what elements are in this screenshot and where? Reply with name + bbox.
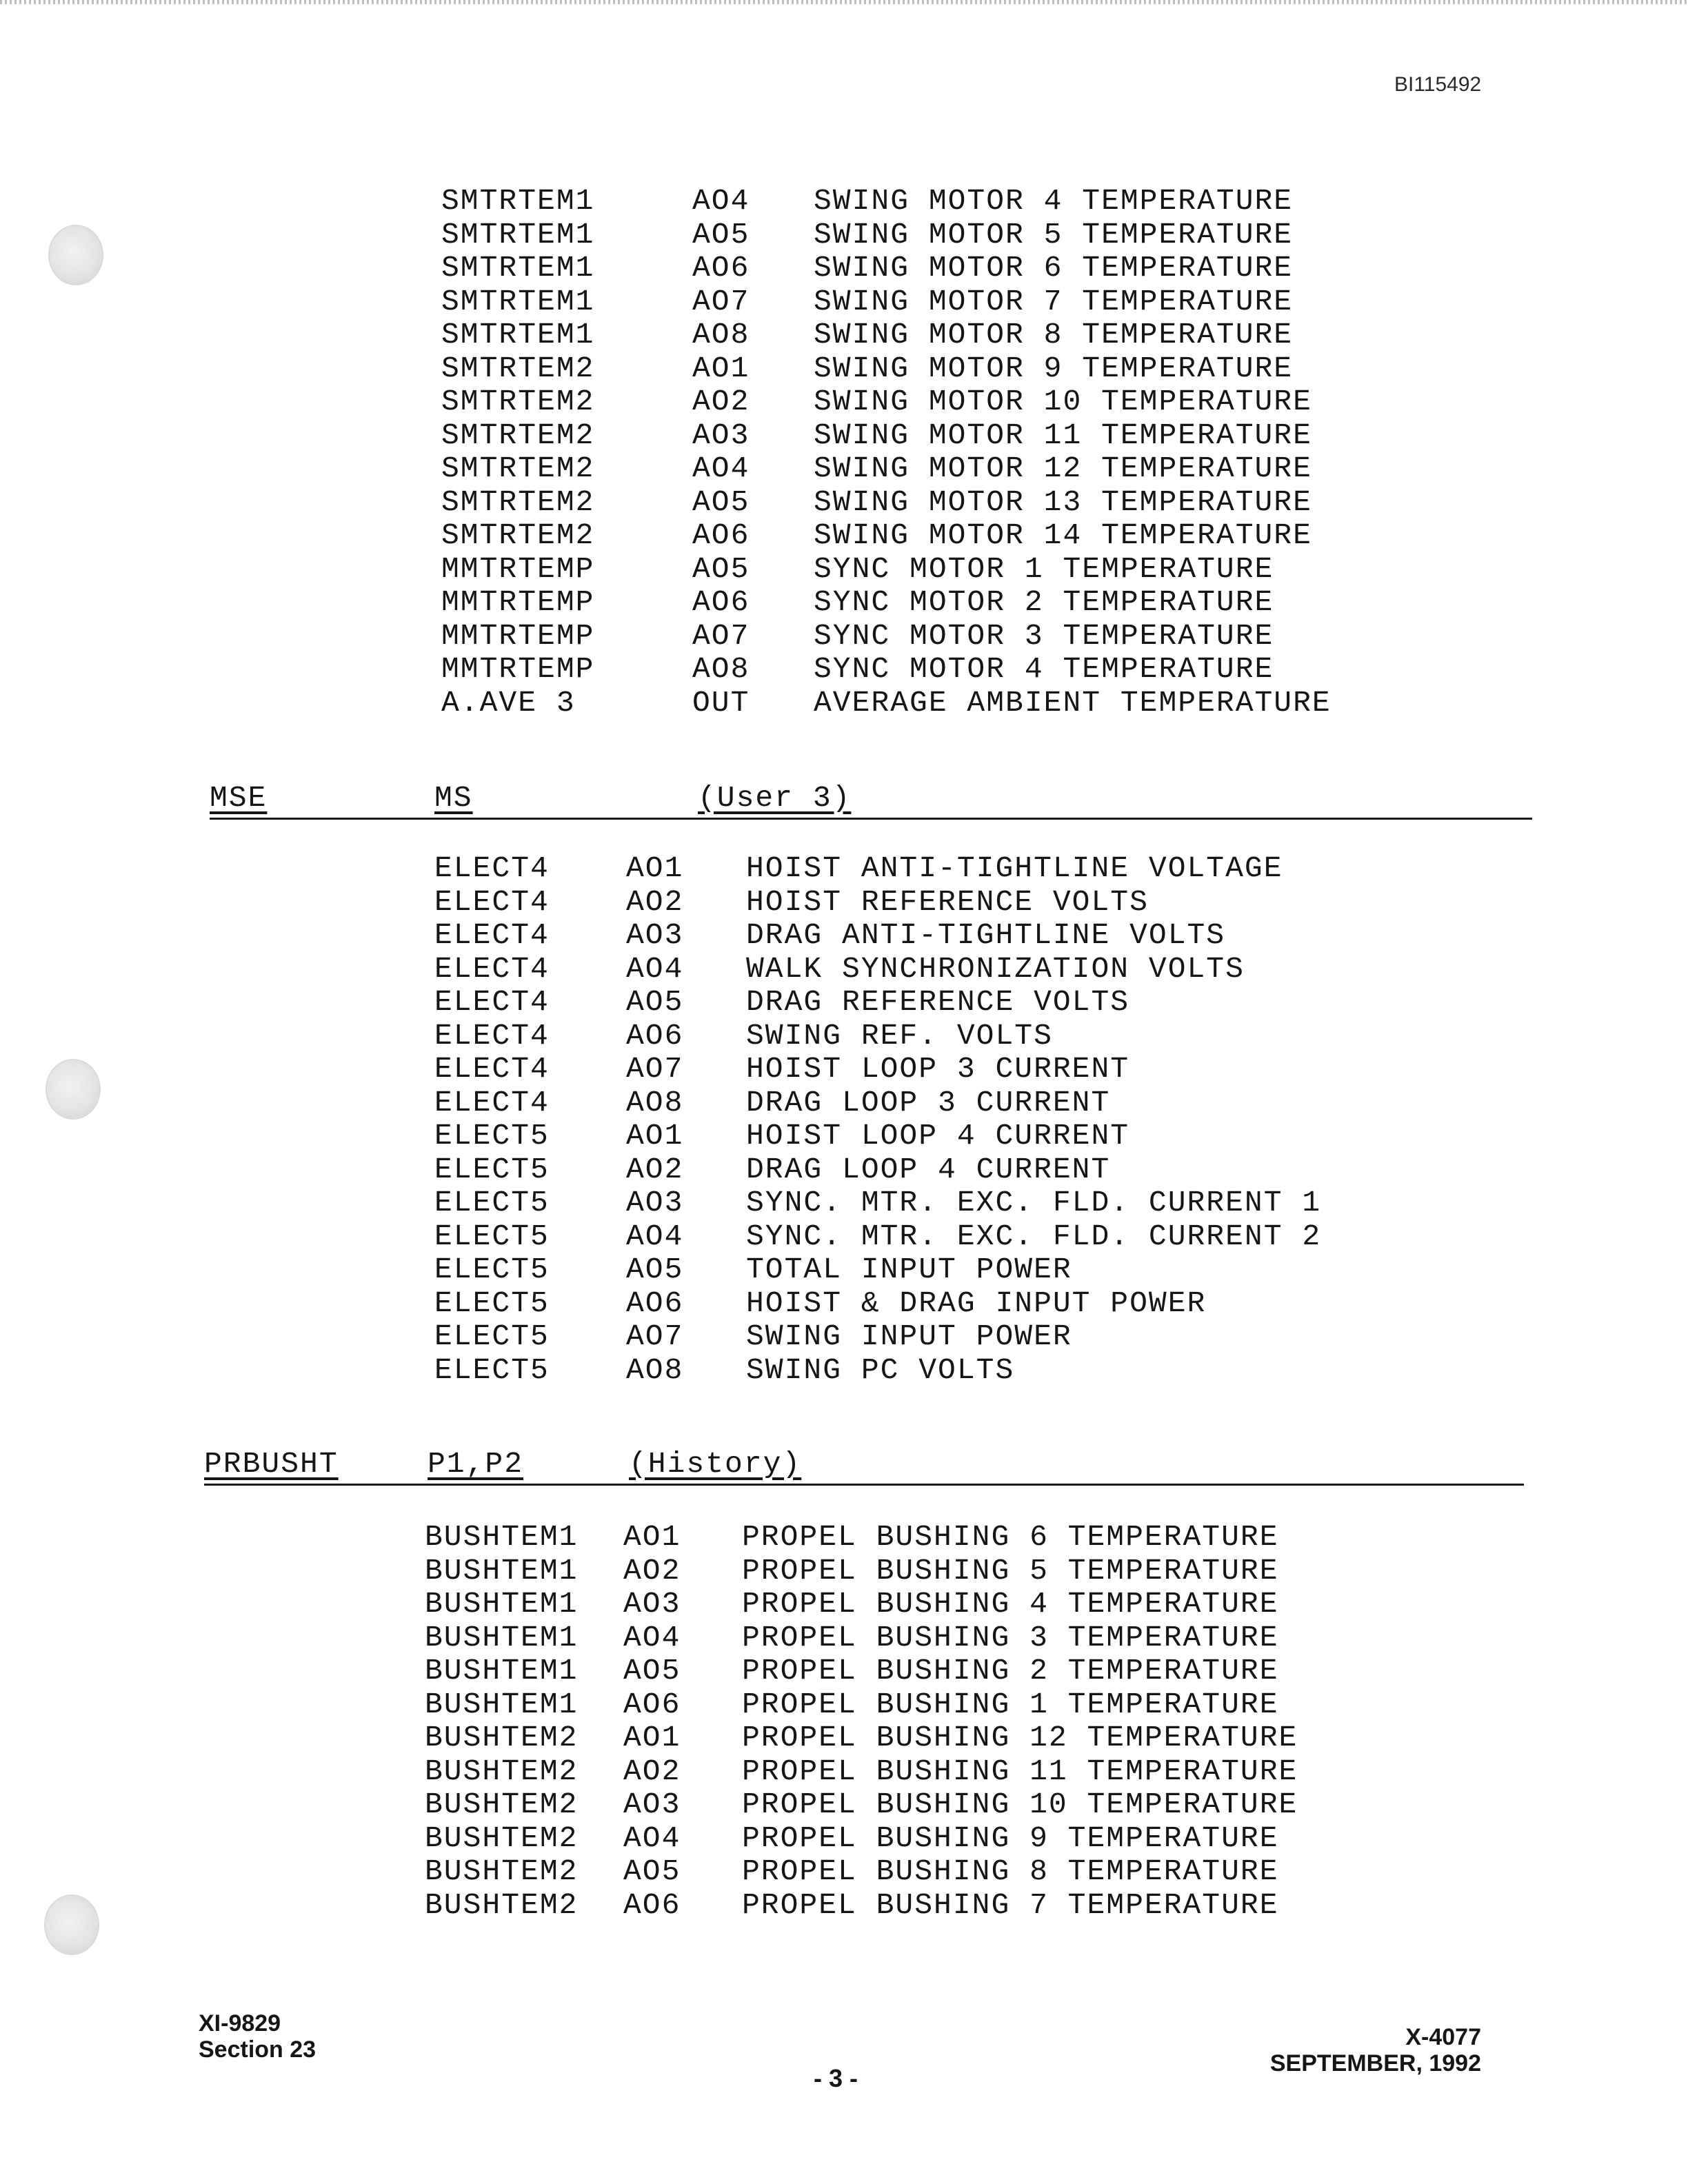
channel-name: BUSHTEM1: [425, 1620, 579, 1655]
channel-name: ELECT4: [434, 1052, 550, 1086]
channel-name: ELECT5: [434, 1320, 550, 1353]
channel-row: [434, 1053, 1400, 1086]
channel-row: [425, 1788, 1390, 1822]
channel-code: AO5: [626, 1253, 684, 1286]
mse-channel-list: [434, 852, 1400, 1387]
channel-description: PROPEL BUSHING 2 TEMPERATURE: [742, 1654, 1279, 1688]
section-code: MS: [434, 781, 473, 815]
channel-description: PROPEL BUSHING 8 TEMPERATURE: [742, 1854, 1279, 1888]
channel-name: BUSHTEM1: [425, 1520, 579, 1554]
channel-row: [425, 1655, 1390, 1688]
channel-name: MMTRTEMP: [441, 585, 595, 619]
channel-description: SYNC MOTOR 3 TEMPERATURE: [814, 618, 1274, 653]
channel-description: SYNC. MTR. EXC. FLD. CURRENT 1: [746, 1186, 1322, 1220]
channel-code: AO4: [626, 951, 684, 986]
prbusht-channel-list: [425, 1521, 1390, 1922]
channel-row: [434, 919, 1400, 953]
scan-edge-artifact: [0, 0, 1688, 4]
channel-name: ELECT5: [434, 1119, 550, 1153]
channel-code: AO7: [626, 1320, 684, 1353]
channel-description: PROPEL BUSHING 3 TEMPERATURE: [742, 1620, 1279, 1655]
channel-code: AO3: [623, 1788, 681, 1821]
channel-code: AO4: [692, 184, 750, 218]
revision-date: SEPTEMBER, 1992: [1269, 2050, 1481, 2076]
section-label: PRBUSHT: [204, 1447, 339, 1481]
section-note: (History): [629, 1447, 802, 1481]
channel-row: [441, 318, 1379, 352]
channel-row: [434, 1020, 1400, 1053]
channel-row: [425, 1822, 1390, 1856]
channel-row: [425, 1721, 1390, 1755]
channel-name: SMTRTEM2: [441, 452, 595, 485]
punch-hole-top: [48, 225, 103, 285]
channel-description: PROPEL BUSHING 10 TEMPERATURE: [742, 1788, 1298, 1821]
channel-code: AO8: [692, 652, 750, 686]
channel-code: AO2: [692, 385, 750, 418]
channel-name: MMTRTEMP: [441, 552, 595, 586]
channel-description: AVERAGE AMBIENT TEMPERATURE: [814, 685, 1332, 720]
channel-description: SWING MOTOR 7 TEMPERATURE: [814, 284, 1294, 318]
channel-code: AO6: [626, 1286, 684, 1320]
channel-description: DRAG REFERENCE VOLTS: [746, 985, 1130, 1019]
punch-hole-bottom: [44, 1894, 99, 1955]
channel-description: SYNC. MTR. EXC. FLD. CURRENT 2: [746, 1219, 1322, 1253]
channel-description: SWING INPUT POWER: [746, 1320, 1072, 1353]
channel-description: SWING MOTOR 6 TEMPERATURE: [814, 251, 1294, 285]
channel-description: TOTAL INPUT POWER: [746, 1253, 1072, 1286]
channel-name: ELECT4: [434, 1085, 550, 1120]
channel-name: ELECT4: [434, 851, 550, 885]
channel-row: [425, 1588, 1390, 1621]
channel-row: [434, 1120, 1400, 1153]
channel-name: SMTRTEM1: [441, 184, 595, 218]
channel-name: SMTRTEM2: [441, 518, 595, 552]
channel-description: SWING MOTOR 5 TEMPERATURE: [814, 217, 1294, 252]
channel-row: [441, 519, 1379, 553]
channel-name: SMTRTEM1: [441, 284, 595, 318]
channel-row: [434, 1354, 1400, 1388]
channel-code: AO5: [623, 1654, 681, 1688]
channel-row: [434, 953, 1400, 987]
channel-code: AO3: [626, 918, 684, 952]
channel-row: [425, 1755, 1390, 1789]
channel-name: BUSHTEM2: [425, 1788, 579, 1821]
channel-row: [425, 1555, 1390, 1588]
channel-row: [441, 486, 1379, 520]
channel-name: BUSHTEM2: [425, 1721, 579, 1755]
channel-description: PROPEL BUSHING 5 TEMPERATURE: [742, 1553, 1279, 1588]
channel-code: AO3: [692, 418, 750, 452]
channel-description: SYNC MOTOR 1 TEMPERATURE: [814, 552, 1274, 586]
channel-code: AO3: [623, 1587, 681, 1621]
channel-name: BUSHTEM1: [425, 1587, 579, 1621]
channel-row: [434, 986, 1400, 1020]
channel-name: SMTRTEM1: [441, 217, 595, 252]
channel-row: [425, 1855, 1390, 1889]
channel-code: AO7: [626, 1052, 684, 1086]
channel-code: AO1: [626, 851, 684, 885]
channel-name: ELECT4: [434, 985, 550, 1019]
document-number: XI-9829: [199, 2010, 281, 2036]
channel-row: [441, 385, 1379, 419]
section-note: (User 3): [698, 781, 852, 815]
channel-description: HOIST ANTI-TIGHTLINE VOLTAGE: [746, 851, 1283, 885]
channel-description: HOIST LOOP 3 CURRENT: [746, 1052, 1130, 1086]
channel-code: AO4: [626, 1219, 684, 1253]
channel-description: SWING MOTOR 14 TEMPERATURE: [814, 518, 1312, 552]
page-number: - 3 -: [814, 2064, 858, 2092]
channel-code: OUT: [692, 685, 750, 720]
channel-name: ELECT4: [434, 918, 550, 952]
temperature-channel-list: [441, 185, 1379, 720]
section-code: P1,P2: [428, 1447, 524, 1481]
channel-name: BUSHTEM1: [425, 1654, 579, 1688]
channel-name: SMTRTEM2: [441, 485, 595, 519]
channel-code: AO2: [626, 884, 684, 919]
channel-code: AO2: [623, 1553, 681, 1588]
channel-code: AO2: [626, 1152, 684, 1186]
channel-description: DRAG ANTI-TIGHTLINE VOLTS: [746, 918, 1226, 952]
channel-description: DRAG LOOP 4 CURRENT: [746, 1152, 1111, 1186]
channel-description: PROPEL BUSHING 9 TEMPERATURE: [742, 1821, 1279, 1855]
channel-name: BUSHTEM2: [425, 1821, 579, 1855]
channel-row: [441, 452, 1379, 486]
channel-code: AO2: [623, 1754, 681, 1788]
channel-code: AO1: [623, 1721, 681, 1755]
channel-row: [434, 852, 1400, 886]
channel-row: [425, 1621, 1390, 1655]
punch-hole-middle: [46, 1059, 101, 1120]
channel-row: [441, 285, 1379, 319]
channel-name: SMTRTEM1: [441, 251, 595, 285]
channel-row: [434, 1287, 1400, 1321]
channel-description: SYNC MOTOR 4 TEMPERATURE: [814, 652, 1274, 686]
channel-description: PROPEL BUSHING 6 TEMPERATURE: [742, 1520, 1279, 1554]
channel-code: AO6: [692, 518, 750, 552]
channel-name: BUSHTEM1: [425, 1553, 579, 1588]
section-reference: Section 23: [199, 2036, 316, 2063]
channel-row: [425, 1688, 1390, 1722]
channel-code: AO8: [626, 1085, 684, 1120]
section-label: MSE: [210, 781, 268, 815]
channel-description: WALK SYNCHRONIZATION VOLTS: [746, 951, 1245, 986]
channel-description: PROPEL BUSHING 4 TEMPERATURE: [742, 1587, 1279, 1621]
channel-name: ELECT5: [434, 1152, 550, 1186]
channel-description: PROPEL BUSHING 7 TEMPERATURE: [742, 1888, 1279, 1922]
channel-description: HOIST REFERENCE VOLTS: [746, 884, 1149, 919]
channel-name: ELECT4: [434, 951, 550, 986]
channel-description: SWING MOTOR 4 TEMPERATURE: [814, 184, 1294, 218]
channel-row: [441, 352, 1379, 386]
footer-left: [199, 2010, 316, 2063]
channel-row: [441, 653, 1379, 687]
channel-code: AO6: [692, 251, 750, 285]
channel-code: AO8: [626, 1353, 684, 1387]
channel-code: AO4: [623, 1620, 681, 1655]
channel-row: [441, 620, 1379, 654]
channel-row: [434, 1153, 1400, 1187]
channel-description: SWING MOTOR 13 TEMPERATURE: [814, 485, 1312, 519]
channel-name: ELECT5: [434, 1186, 550, 1220]
channel-code: AO6: [623, 1888, 681, 1922]
channel-code: AO3: [626, 1186, 684, 1220]
channel-name: MMTRTEMP: [441, 652, 595, 686]
channel-code: AO6: [692, 585, 750, 619]
channel-description: SWING MOTOR 8 TEMPERATURE: [814, 318, 1294, 352]
channel-name: SMTRTEM2: [441, 418, 595, 452]
revision-number: X-4077: [1405, 2024, 1481, 2050]
section-header-mse: [210, 779, 1532, 820]
channel-code: AO1: [692, 351, 750, 385]
channel-name: BUSHTEM1: [425, 1687, 579, 1721]
channel-row: [434, 886, 1400, 920]
channel-name: ELECT5: [434, 1219, 550, 1253]
channel-code: AO8: [692, 318, 750, 352]
channel-code: AO6: [623, 1687, 681, 1721]
document-id: BI115492: [1394, 73, 1482, 96]
channel-code: AO5: [692, 552, 750, 586]
channel-name: SMTRTEM2: [441, 385, 595, 418]
channel-row: [425, 1521, 1390, 1555]
channel-row: [441, 419, 1379, 453]
channel-row: [434, 1086, 1400, 1120]
channel-name: ELECT4: [434, 1018, 550, 1053]
channel-code: AO4: [623, 1821, 681, 1855]
footer-right: [1270, 2024, 1481, 2076]
channel-description: DRAG LOOP 3 CURRENT: [746, 1085, 1111, 1120]
channel-row: [434, 1186, 1400, 1220]
channel-code: AO5: [623, 1854, 681, 1888]
channel-description: SWING PC VOLTS: [746, 1353, 1015, 1387]
channel-row: [434, 1320, 1400, 1354]
channel-description: SYNC MOTOR 2 TEMPERATURE: [814, 585, 1274, 619]
section-header-prbusht: [204, 1445, 1524, 1486]
channel-description: HOIST & DRAG INPUT POWER: [746, 1286, 1207, 1320]
channel-description: SWING MOTOR 11 TEMPERATURE: [814, 418, 1312, 452]
channel-row: [441, 219, 1379, 252]
channel-row: [441, 687, 1379, 720]
channel-row: [441, 586, 1379, 620]
channel-description: SWING MOTOR 12 TEMPERATURE: [814, 452, 1312, 485]
channel-description: SWING MOTOR 10 TEMPERATURE: [814, 385, 1312, 418]
channel-code: AO1: [626, 1119, 684, 1153]
channel-name: A.AVE 3: [441, 685, 576, 720]
channel-row: [441, 252, 1379, 285]
channel-code: AO1: [623, 1520, 681, 1554]
channel-row: [441, 553, 1379, 587]
channel-code: AO4: [692, 452, 750, 485]
channel-description: PROPEL BUSHING 12 TEMPERATURE: [742, 1721, 1298, 1755]
channel-name: ELECT5: [434, 1286, 550, 1320]
channel-name: SMTRTEM2: [441, 351, 595, 385]
channel-name: ELECT4: [434, 884, 550, 919]
channel-name: BUSHTEM2: [425, 1854, 579, 1888]
channel-row: [434, 1253, 1400, 1287]
channel-row: [441, 185, 1379, 219]
channel-row: [425, 1889, 1390, 1923]
channel-code: AO5: [692, 217, 750, 252]
channel-description: PROPEL BUSHING 11 TEMPERATURE: [742, 1754, 1298, 1788]
channel-description: HOIST LOOP 4 CURRENT: [746, 1119, 1130, 1153]
channel-name: BUSHTEM2: [425, 1888, 579, 1922]
channel-description: PROPEL BUSHING 1 TEMPERATURE: [742, 1687, 1279, 1721]
channel-name: ELECT5: [434, 1253, 550, 1286]
channel-name: ELECT5: [434, 1353, 550, 1387]
channel-row: [434, 1220, 1400, 1254]
channel-name: SMTRTEM1: [441, 318, 595, 352]
channel-code: AO5: [692, 485, 750, 519]
channel-code: AO6: [626, 1018, 684, 1053]
channel-code: AO7: [692, 284, 750, 318]
channel-description: SWING MOTOR 9 TEMPERATURE: [814, 351, 1294, 385]
channel-code: AO7: [692, 618, 750, 653]
channel-description: SWING REF. VOLTS: [746, 1018, 1053, 1053]
channel-name: MMTRTEMP: [441, 618, 595, 653]
channel-name: BUSHTEM2: [425, 1754, 579, 1788]
channel-code: AO5: [626, 985, 684, 1019]
